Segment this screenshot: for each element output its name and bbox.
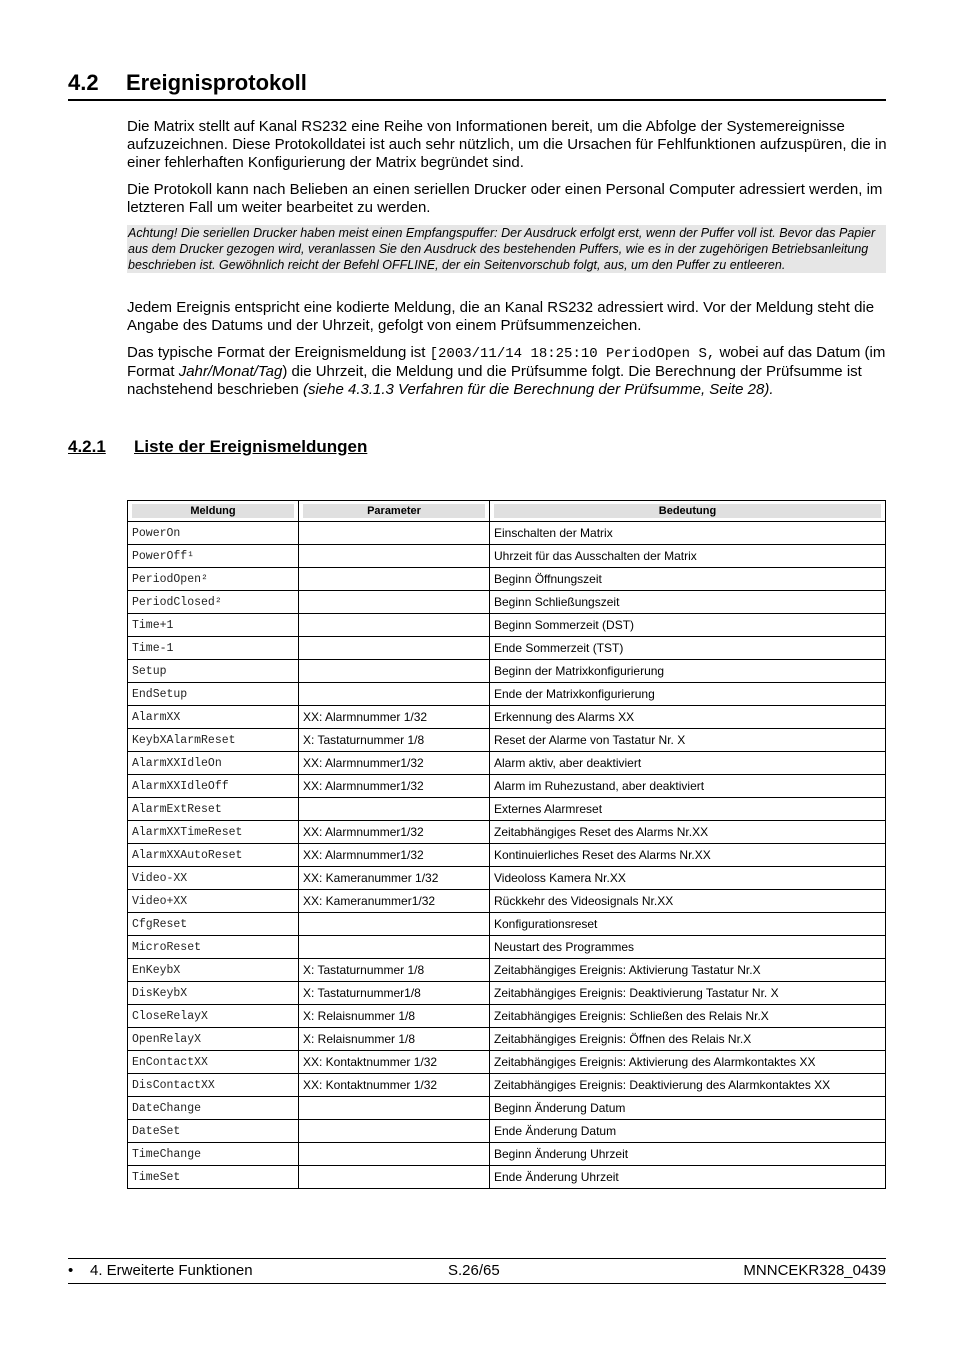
meaning-cell: Uhrzeit für das Ausschalten der Matrix xyxy=(490,545,886,568)
meaning-cell: Ende Sommerzeit (TST) xyxy=(490,637,886,660)
table-row xyxy=(128,752,886,775)
parameter-cell: XX: Alarmnummer 1/32 xyxy=(299,706,490,729)
table-row xyxy=(128,1005,886,1028)
table-row xyxy=(128,545,886,568)
format-example-code: [2003/11/14 18:25:10 PeriodOpen S, xyxy=(429,346,716,362)
parameter-cell: X: Tastaturnummer1/8 xyxy=(299,982,490,1005)
meaning-cell: Reset der Alarme von Tastatur Nr. X xyxy=(490,729,886,752)
meaning-cell: Beginn Öffnungszeit xyxy=(490,568,886,591)
meaning-cell: Beginn Sommerzeit (DST) xyxy=(490,614,886,637)
message-cell: CloseRelayX xyxy=(128,1005,299,1028)
table-row xyxy=(128,890,886,913)
table-row xyxy=(128,1143,886,1166)
table-row xyxy=(128,982,886,1005)
table-row xyxy=(128,959,886,982)
subsection-title: Liste der Ereignismeldungen xyxy=(134,437,368,456)
table-row xyxy=(128,936,886,959)
message-cell: DisKeybX xyxy=(128,982,299,1005)
parameter-cell xyxy=(299,591,490,614)
subsection-heading xyxy=(68,437,367,457)
parameter-cell xyxy=(299,1097,490,1120)
event-coding-paragraph: Jedem Ereignis entspricht eine kodierte Meldung, die an Kanal RS232 adressiert wird. Vor der Meldung steht die Angabe des Datums und der Uhrzeit, gefolgt von einem Prüfsummenzeichen. xyxy=(127,299,875,334)
parameter-cell: X: Relaisnummer 1/8 xyxy=(299,1005,490,1028)
footer-chapter: 4. Erweiterte Funktionen xyxy=(90,1262,253,1279)
meaning-cell: Konfigurationsreset xyxy=(490,913,886,936)
output-paragraph: Die Protokoll kann nach Belieben an einen seriellen Drucker oder einen Personal Computer adressiert werden, im letzteren Fall um weiter bearbeitet zu werden. xyxy=(127,181,883,216)
message-cell: Time-1 xyxy=(128,637,299,660)
message-cell: Video+XX xyxy=(128,890,299,913)
parameter-cell: X: Relaisnummer 1/8 xyxy=(299,1028,490,1051)
table-row xyxy=(128,867,886,890)
message-cell: DateChange xyxy=(128,1097,299,1120)
message-cell: EndSetup xyxy=(128,683,299,706)
parameter-cell xyxy=(299,683,490,706)
meaning-cell: Alarm aktiv, aber deaktiviert xyxy=(490,752,886,775)
subsection-number: 4.2.1 xyxy=(68,437,106,456)
parameter-cell xyxy=(299,545,490,568)
meaning-cell: Zeitabhängiges Ereignis: Deaktivierung des Alarmkontaktes XX xyxy=(490,1074,886,1097)
parameter-cell xyxy=(299,798,490,821)
table-row xyxy=(128,1051,886,1074)
table-row xyxy=(128,1028,886,1051)
parameter-cell xyxy=(299,568,490,591)
format-paragraph: Das typische Format der Ereignismeldung ist [2003/11/14 18:25:10 PeriodOpen S, wobei auf das Datum (im Format Jahr/Monat/Tag) die Uhrzeit, die Meldung und die Prüfsumme folgt. Die Berechnung der Prüfsumme ist nachstehend beschrieben (siehe 4.3.1.3 Verfahren für die Berechnung der Prüfsumme, Seite 28). xyxy=(127,344,886,398)
column-header: Bedeutung xyxy=(490,501,886,522)
parameter-cell: XX: Alarmnummer1/32 xyxy=(299,821,490,844)
table-row xyxy=(128,637,886,660)
message-cell: AlarmXXAutoReset xyxy=(128,844,299,867)
message-cell: Setup xyxy=(128,660,299,683)
meaning-cell: Zeitabhängiges Ereignis: Schließen des Relais Nr.X xyxy=(490,1005,886,1028)
table-row xyxy=(128,1074,886,1097)
meaning-cell: Beginn der Matrixkonfigurierung xyxy=(490,660,886,683)
meaning-cell: Zeitabhängiges Ereignis: Aktivierung des Alarmkontaktes XX xyxy=(490,1051,886,1074)
parameter-cell: XX: Kameranummer 1/32 xyxy=(299,867,490,890)
checksum-reference: (siehe 4.3.1.3 Verfahren für die Berechnung der Prüfsumme, Seite 28). xyxy=(302,381,774,398)
message-cell: PowerOn xyxy=(128,522,299,545)
table-row xyxy=(128,775,886,798)
meaning-cell: Rückkehr des Videosignals Nr.XX xyxy=(490,890,886,913)
printer-warning-note: Achtung! Die seriellen Drucker haben meist einen Empfangspuffer: Der Ausdruck erfolgt erst, wenn der Puffer voll ist. Bevor das Papier aus dem Drucker gezogen wird, veranlassen Sie den Ausdruck des bestehenden Puffers, wie es in der zugehörigen Betriebsanleitung beschrieben ist. Gewöhnlich reicht der Befehl OFFLINE, der ein Seitenvorschub folgt, aus, um den Puffer zu entleeren. xyxy=(127,225,886,273)
parameter-cell xyxy=(299,1120,490,1143)
meaning-cell: Kontinuierliches Reset des Alarms Nr.XX xyxy=(490,844,886,867)
message-cell: KeybXAlarmReset xyxy=(128,729,299,752)
meaning-cell: Externes Alarmreset xyxy=(490,798,886,821)
table-row xyxy=(128,568,886,591)
message-cell: AlarmXXIdleOn xyxy=(128,752,299,775)
parameter-cell: XX: Alarmnummer1/32 xyxy=(299,752,490,775)
table-row xyxy=(128,683,886,706)
message-cell: PeriodOpen² xyxy=(128,568,299,591)
parameter-cell: XX: Alarmnummer1/32 xyxy=(299,844,490,867)
table-row xyxy=(128,591,886,614)
message-cell: OpenRelayX xyxy=(128,1028,299,1051)
section-title: Ereignisprotokoll xyxy=(126,70,307,95)
parameter-cell xyxy=(299,660,490,683)
message-cell: AlarmXXIdleOff xyxy=(128,775,299,798)
table-row xyxy=(128,660,886,683)
meaning-cell: Zeitabhängiges Ereignis: Deaktivierung Tastatur Nr. X xyxy=(490,982,886,1005)
parameter-cell xyxy=(299,1143,490,1166)
table-row xyxy=(128,614,886,637)
parameter-cell xyxy=(299,1166,490,1189)
table-row xyxy=(128,844,886,867)
section-heading xyxy=(68,70,886,101)
meaning-cell: Zeitabhängiges Reset des Alarms Nr.XX xyxy=(490,821,886,844)
parameter-cell: X: Tastaturnummer 1/8 xyxy=(299,729,490,752)
meaning-cell: Zeitabhängiges Ereignis: Aktivierung Tastatur Nr.X xyxy=(490,959,886,982)
message-cell: Video-XX xyxy=(128,867,299,890)
meaning-cell: Ende Änderung Datum xyxy=(490,1120,886,1143)
meaning-cell: Beginn Änderung Datum xyxy=(490,1097,886,1120)
column-header: Parameter xyxy=(299,501,490,522)
parameter-cell xyxy=(299,637,490,660)
message-cell: EnKeybX xyxy=(128,959,299,982)
meaning-cell: Ende Änderung Uhrzeit xyxy=(490,1166,886,1189)
message-cell: AlarmXX xyxy=(128,706,299,729)
page-footer xyxy=(68,1258,886,1284)
event-message-table xyxy=(127,500,886,1189)
parameter-cell: XX: Kontaktnummer 1/32 xyxy=(299,1051,490,1074)
message-cell: PeriodClosed² xyxy=(128,591,299,614)
message-cell: Time+1 xyxy=(128,614,299,637)
message-cell: TimeChange xyxy=(128,1143,299,1166)
message-cell: PowerOff¹ xyxy=(128,545,299,568)
message-cell: TimeSet xyxy=(128,1166,299,1189)
footer-document-code: MNNCEKR328_0439 xyxy=(743,1262,886,1279)
meaning-cell: Einschalten der Matrix xyxy=(490,522,886,545)
column-header: Meldung xyxy=(128,501,299,522)
message-cell: MicroReset xyxy=(128,936,299,959)
meaning-cell: Zeitabhängiges Ereignis: Öffnen des Relais Nr.X xyxy=(490,1028,886,1051)
table-row xyxy=(128,522,886,545)
parameter-cell xyxy=(299,913,490,936)
message-cell: AlarmExtReset xyxy=(128,798,299,821)
parameter-cell xyxy=(299,936,490,959)
meaning-cell: Beginn Schließungszeit xyxy=(490,591,886,614)
table-row xyxy=(128,1120,886,1143)
intro-paragraph: Die Matrix stellt auf Kanal RS232 eine Reihe von Informationen bereit, um die Abfolge der Systemereignisse aufzuzeichnen. Diese Protokolldatei ist auch sehr nützlich, um die Ursachen für Fehlfunktionen aufzuspüren, die in einer fehlerhaften Konfigurierung der Matrix begründet sind. xyxy=(127,118,887,171)
parameter-cell: XX: Alarmnummer1/32 xyxy=(299,775,490,798)
message-cell: AlarmXXTimeReset xyxy=(128,821,299,844)
table-row xyxy=(128,798,886,821)
message-cell: DateSet xyxy=(128,1120,299,1143)
message-cell: CfgReset xyxy=(128,913,299,936)
meaning-cell: Videoloss Kamera Nr.XX xyxy=(490,867,886,890)
meaning-cell: Neustart des Programmes xyxy=(490,936,886,959)
message-cell: EnContactXX xyxy=(128,1051,299,1074)
table-row xyxy=(128,729,886,752)
table-row xyxy=(128,913,886,936)
meaning-cell: Ende der Matrixkonfigurierung xyxy=(490,683,886,706)
meaning-cell: Erkennung des Alarms XX xyxy=(490,706,886,729)
table-row xyxy=(128,1097,886,1120)
footer-page-number: S.26/65 xyxy=(448,1262,500,1279)
parameter-cell: XX: Kameranummer1/32 xyxy=(299,890,490,913)
parameter-cell xyxy=(299,522,490,545)
meaning-cell: Beginn Änderung Uhrzeit xyxy=(490,1143,886,1166)
meaning-cell: Alarm im Ruhezustand, aber deaktiviert xyxy=(490,775,886,798)
table-row xyxy=(128,1166,886,1189)
table-row xyxy=(128,706,886,729)
table-row xyxy=(128,821,886,844)
footer-bullet: • xyxy=(68,1262,74,1279)
section-number: 4.2 xyxy=(68,70,99,95)
parameter-cell xyxy=(299,614,490,637)
parameter-cell: XX: Kontaktnummer 1/32 xyxy=(299,1074,490,1097)
parameter-cell: X: Tastaturnummer 1/8 xyxy=(299,959,490,982)
message-cell: DisContactXX xyxy=(128,1074,299,1097)
